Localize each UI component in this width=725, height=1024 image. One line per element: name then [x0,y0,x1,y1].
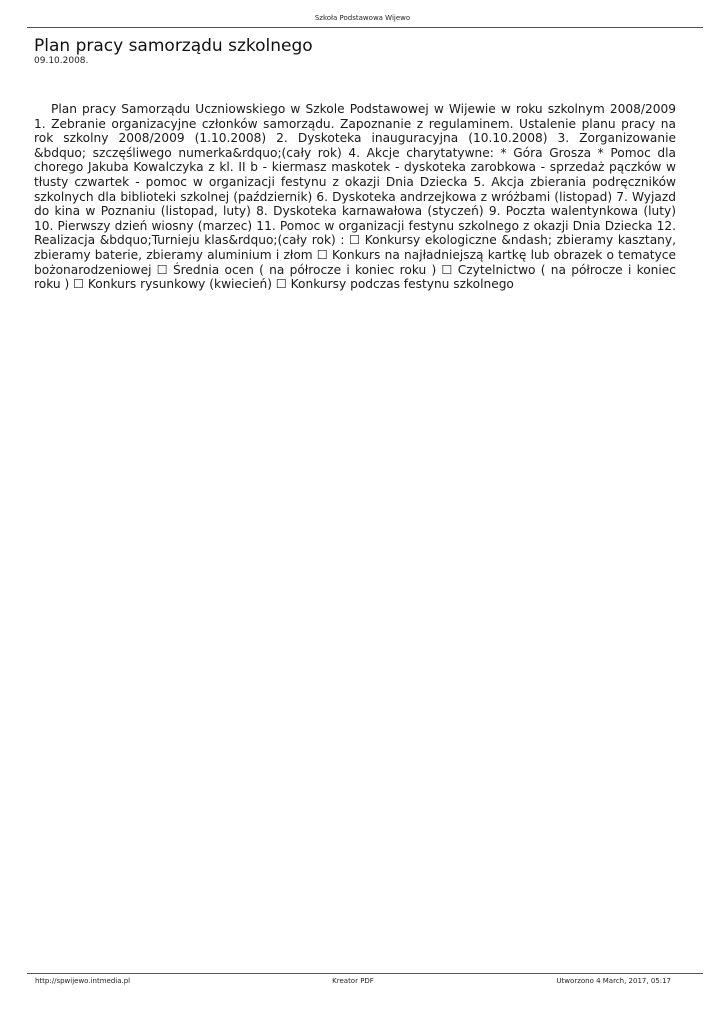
footer-created-date: Utworzono 4 March, 2017, 05:17 [556,977,671,985]
page-header-site-name: Szkoła Podstawowa Wijewo [314,14,411,22]
page-footer [35,977,671,987]
publish-date: 09.10.2008. [34,56,89,66]
footer-generator: Kreator PDF [332,977,374,985]
article-body: Plan pracy Samorządu Uczniowskiego w Szkole Podstawowej w Wijewie w roku szkolnym 2008/2009 1. Zebranie organizacyjne członków samorządu. Zapoznanie z regulaminem. Ustalenie planu pracy na rok szkolny 2008/2009 (1.10.2008) 2. Dyskoteka inauguracyjna (10.10.2008) 3. Zorganizowanie &bdquo; szczęśliwego numerka&rdquo;(cały rok) 4. Akcje charytatywne: * Góra Grosza * Pomoc dla chorego Jakuba Kowalczyka z kl. II b - kiermasz maskotek - dyskoteka zarobkowa - sprzedaż pączków w tłusty czwartek - pomoc w organizacji festynu z okazji Dnia Dziecka 5. Akcja zbierania podręczników szkolnych dla biblioteki szkolnej (październik) 6. Dyskoteka andrzejkowa z wróżbami (listopad) 7. Wyjazd do kina w Poznaniu (listopad, luty) 8. Dyskoteka karnawałowa (styczeń) 9. Poczta walentynkowa (luty) 10. Pierwszy dzień wiosny (marzec) 11. Pomoc w organizacji festynu szkolnego z okazji Dnia Dziecka 12. Realizacja &bdquo;Turnieju klas&rdquo;(cały rok) : ☐ Konkursy ekologiczne &ndash; zbieramy kasztany, zbieramy baterie, zbieramy aluminium i złom ☐ Konkurs na najładniejszą kartkę lub obrazek o tematyce bożonarodzeniowej ☐ Średnia ocen ( na półrocze i koniec roku ) ☐ Czytelnictwo ( na półrocze i koniec roku ) ☐ Konkurs rysunkowy (kwiecień) ☐ Konkursy podczas festynu szkolnego [34,102,676,292]
footer-divider [27,973,703,974]
header-divider [27,27,703,28]
page-title: Plan pracy samorządu szkolnego [34,36,313,56]
footer-url-link[interactable]: http://spwijewo.intmedia.pl [35,977,131,985]
